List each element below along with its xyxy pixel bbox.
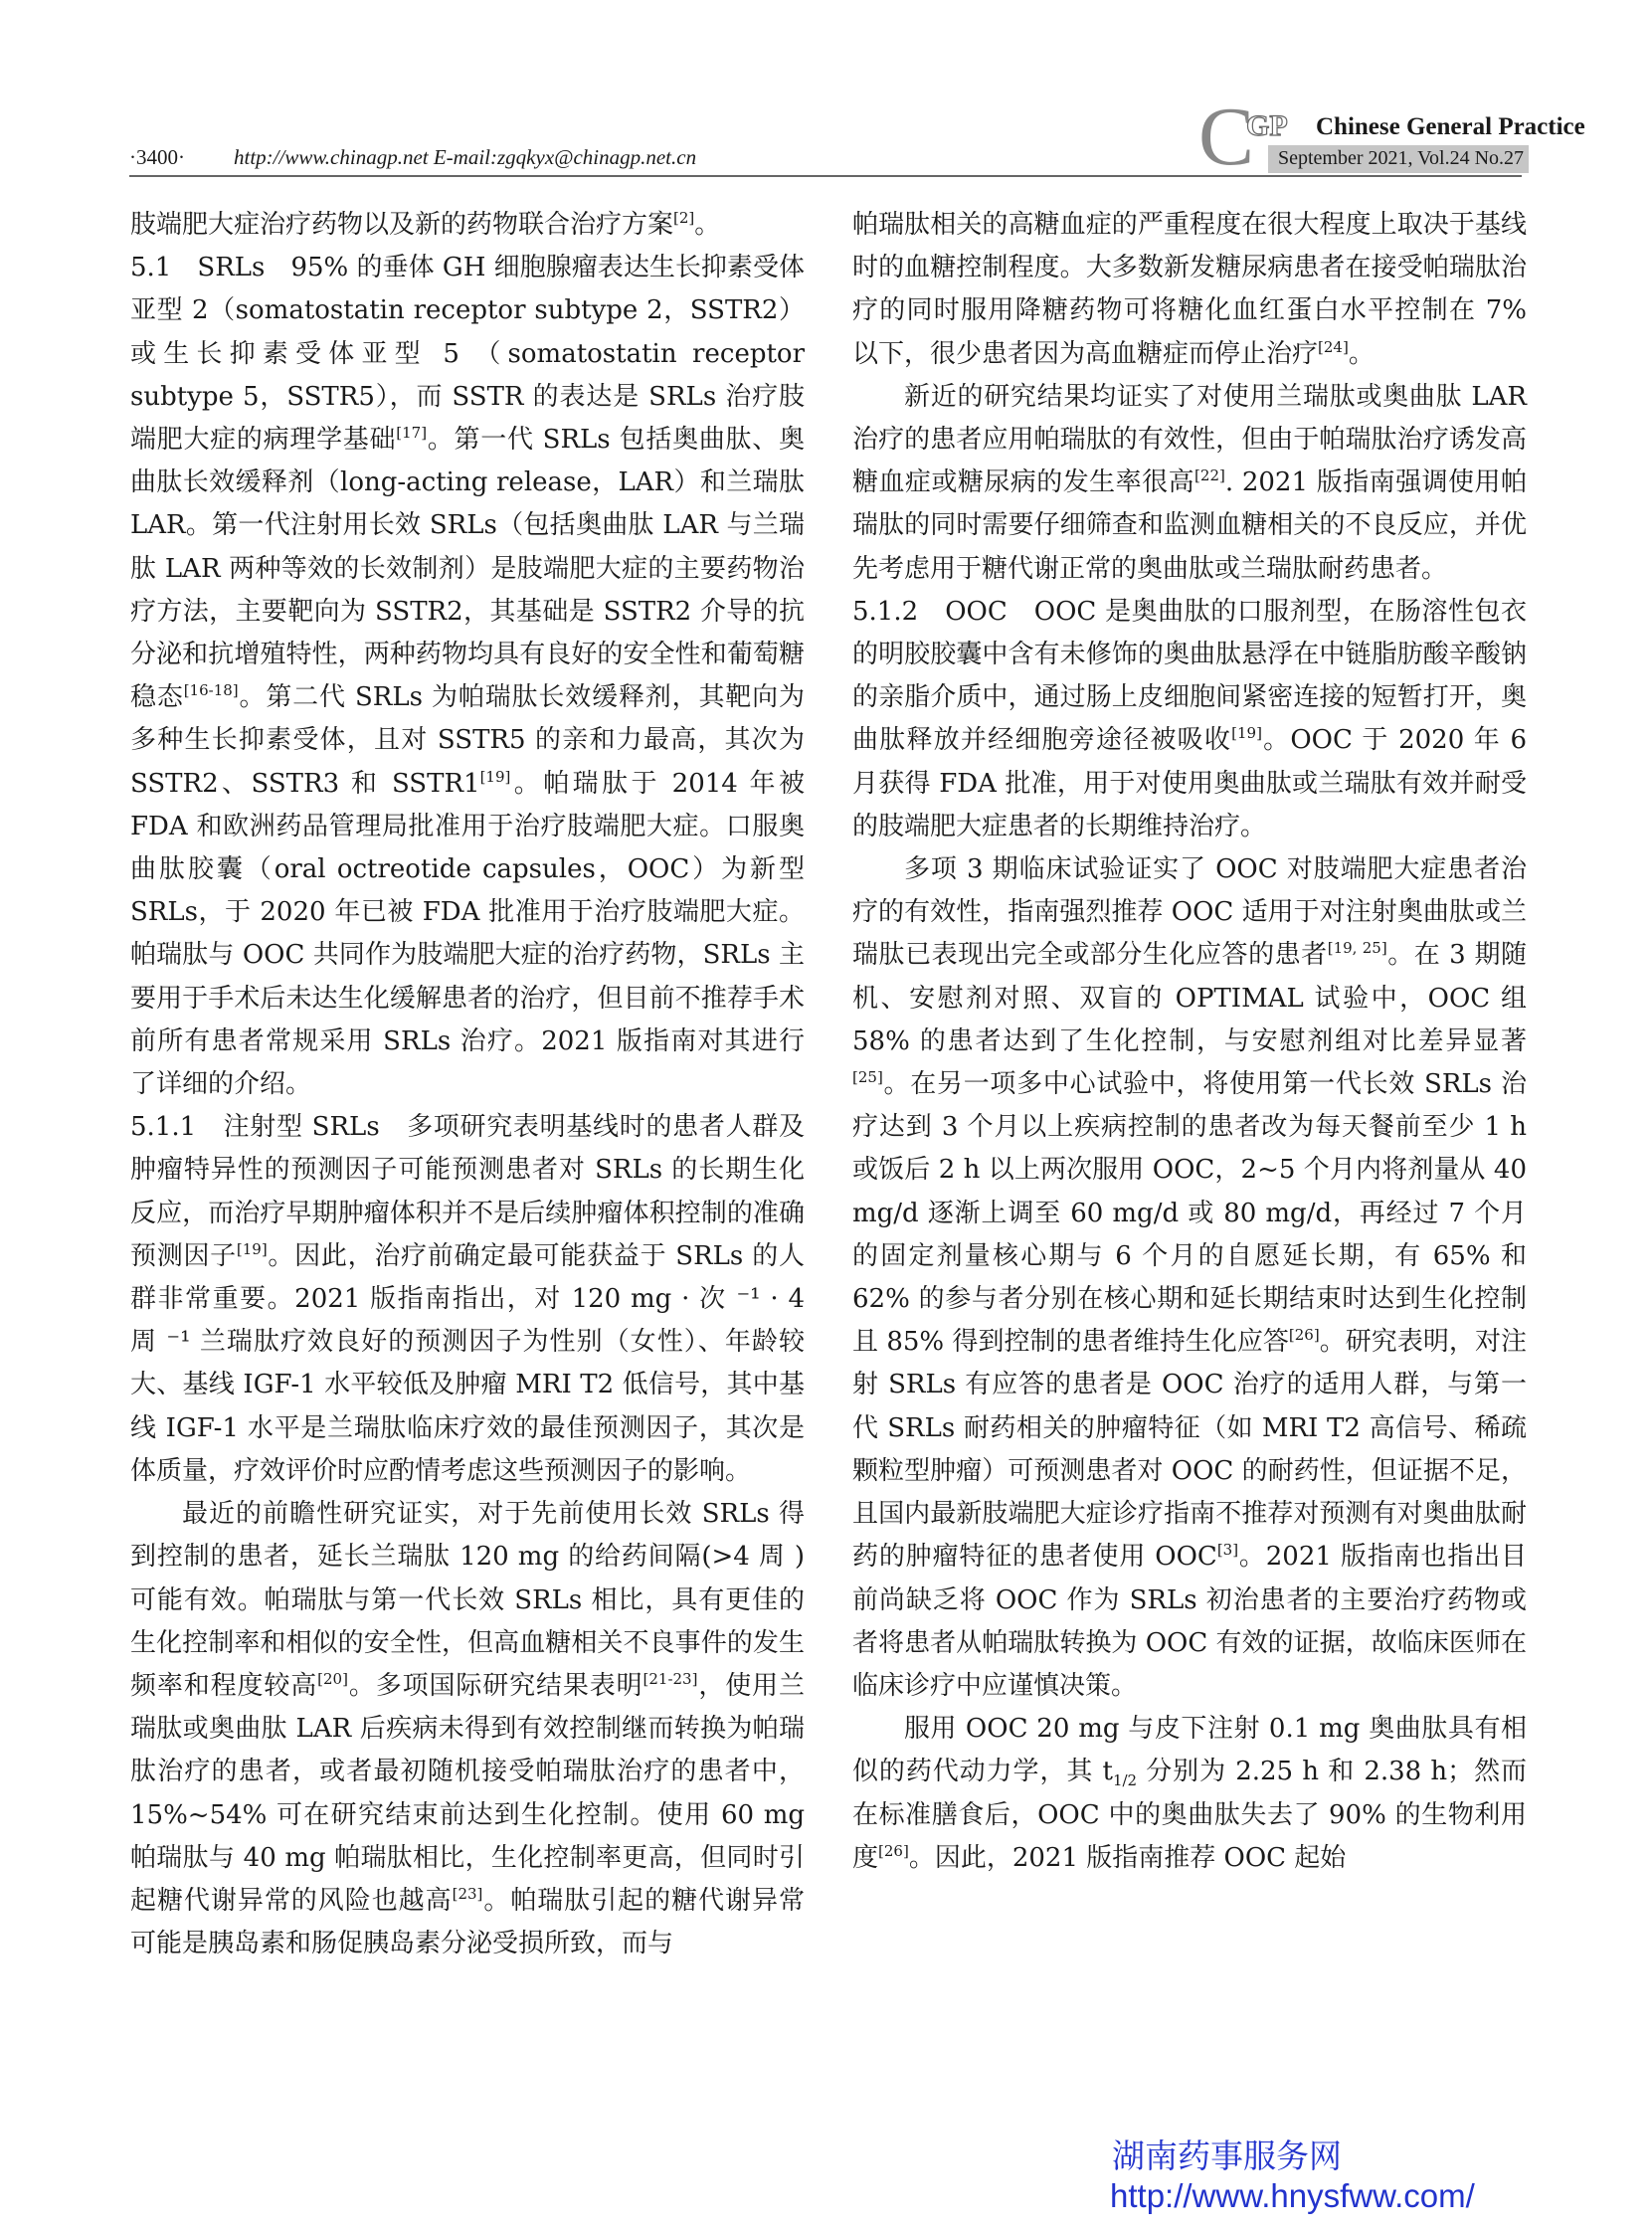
logo-c-letter: C — [1198, 91, 1255, 183]
paragraph: 多项 3 期临床试验证实了 OOC 对肢端肥大症患者治疗的有效性，指南强烈推荐 OOC 适用于对注射奥曲肽或兰瑞肽已表现出完全或部分生化应答的患者[19, 25]。在 3 期随机、安慰剂对照、双盲的 OPTIMAL 试验中，OOC 组 58% 的患者达到了生化控制，与安慰剂组对比差异显著[25]。在另一项多中心试验中，将使用第一代长效 SRLs 治疗达到 3 个月以上疾病控制的患者改为每天餐前至少 1 h 或饭后 2 h 以上两次服用 OOC，2~5 个月内将剂量从 40 mg/d 逐渐上调至 60 mg/d 或 80 mg/d，再经过 7 个月的固定剂量核心期与 6 个月的自愿延长期，有 65% 和 62% 的参与者分别在核心期和延长期结束时达到生化控制且 85% 得到控制的患者维持生化应答[26]。研究表明，对注射 SRLs 有应答的患者是 OOC 治疗的适用人群，与第一代 SRLs 耐药相关的肿瘤特征（如 MRI T2 高信号、稀疏颗粒型肿瘤）可预测患者对 OOC 的耐药性，但证据不足，且国内最新肢端肥大症诊疗指南不推荐对预测有对奥曲肽耐药的肿瘤特征的患者使用 OOC[3]。2021 版指南也指出目前尚缺乏将 OOC 作为 SRLs 初治患者的主要治疗药物或者将患者从帕瑞肽转换为 OOC 有效的证据，故临床医师在临床诊疗中应谨慎决策。 — [852, 854, 1528, 1701]
issue-info: September 2021, Vol.24 No.27 — [1278, 147, 1525, 169]
paragraph: 服用 OOC 20 mg 与皮下注射 0.1 mg 奥曲肽具有相似的药代动力学，其 $t_{1/2}$ 分别为 2.25 h 和 2.38 h；然而在标准膳食后，OOC 中的奥曲肽失去了 90% 的生物利用度[26]。因此，2021 版指南推荐 OOC 起始 — [852, 1714, 1527, 1873]
section-5-1-1: 5.1.1 注射型 SRLs 多项研究表明基线时的患者人群及肿瘤特异性的预测因子可能预测患者对 SRLs 的长期生化反应，而治疗早期肿瘤体积并不是后续肿瘤体积控制的准确预测因子[19]。因此，治疗前确定最可能获益于 SRLs 的人群非常重要。2021 版指南指出，对 120 mg · 次 ⁻¹ · 4 周 ⁻¹ 兰瑞肽疗效良好的预测因子为性别（女性）、年龄较大、基线 IGF-1 水平较低及肿瘤 MRI T2 低信号，其中基线 IGF-1 水平是兰瑞肽临床疗效的最佳预测因子，其次是体质量，疗效评价时应酌情考虑这些预测因子的影响。 — [130, 1112, 805, 1486]
section-5-1-2: 5.1.2 OOC OOC 是奥曲肽的口服剂型，在肠溶性包衣的明胶胶囊中含有未修饰的奥曲肽悬浮在中链脂肪酸辛酸钠的亲脂介质中，通过肠上皮细胞间紧密连接的短暂打开，奥曲肽释放并经细胞旁途径被吸收[19]。OOC 于 2020 年 6 月获得 FDA 批准，用于对使用奥曲肽或兰瑞肽有效并耐受的肢端肥大症患者的长期维持治疗。 — [852, 596, 1527, 841]
citation: [26] — [1288, 1326, 1320, 1345]
citation: [22] — [1194, 466, 1225, 485]
section-5-1: 5.1 SRLs 95% 的垂体 GH 细胞腺瘤表达生长抑素受体亚型 2（somatostatin receptor subtype 2，SSTR2）或生长抑素受体亚型 5 （somatostatin receptor subtype 5，SSTR5），而 SSTR 的表达是 SRLs 治疗肢端肥大症的病理学基础[17]。第一代 SRLs 包括奥曲肽、奥曲肽长效缓释剂（long-acting release，LAR）和兰瑞肽 LAR。第一代注射用长效 SRLs（包括奥曲肽 LAR 与兰瑞肽 LAR 两种等效的长效制剂）是肢端肥大症的主要药物治疗方法，主要靶向为 SSTR2，其基础是 SSTR2 介导的抗分泌和抗增殖特性，两种药物均具有良好的安全性和葡萄糖稳态[16-18]。第二代 SRLs 为帕瑞肽长效缓释剂，其靶向为多种生长抑素受体，且对 SSTR5 的亲和力最高，其次为 SSTR2、SSTR3 和 SSTR1[19]。帕瑞肽于 2014 年被 FDA 和欧洲药品管理局批准用于治疗肢端肥大症。口服奥曲肽胶囊（oral octreotide capsules，OOC）为新型 SRLs，于 2020 年已被 FDA 批准用于治疗肢端肥大症。帕瑞肽与 OOC 共同作为肢端肥大症的治疗药物，SRLs 主要用于手术后未达生化缓解患者的治疗，但目前不推荐手术前所有患者常规采用 SRLs 治疗。2021 版指南对其进行了详细的介绍。 — [130, 253, 805, 1100]
citation: [17] — [396, 424, 428, 443]
logo-gp-letters: GP — [1246, 109, 1288, 142]
paragraph: 最近的前瞻性研究证实，对于先前使用长效 SRLs 得到控制的患者，延长兰瑞肽 120 mg 的给药间隔(>4 周 )可能有效。帕瑞肽与第一代长效 SRLs 相比，具有更佳的生化控制率和相似的安全性，但高血糖相关不良事件的发生频率和程度较高[20]。多项国际研究结果表明[21-23]，使用兰瑞肽或奥曲肽 LAR 后疾病未得到有效控制继而转换为帕瑞肽治疗的患者，或者最初随机接受帕瑞肽治疗的患者中，15%~54% 可在研究结束前达到生化控制。使用 60 mg 帕瑞肽与 40 mg 帕瑞肽相比，生化控制率更高，但同时引起糖代谢异常的风险也越高[23]。帕瑞肽引起的糖代谢异常可能是胰岛素和肠促胰岛素分泌受损所致，而与 — [130, 1499, 805, 1959]
citation: [19] — [479, 767, 511, 786]
page-number: ·3400· — [129, 145, 185, 169]
issue-band — [1268, 145, 1529, 173]
citation: [19] — [1231, 724, 1262, 743]
citation: [3] — [1216, 1541, 1239, 1560]
citation: [26] — [878, 1841, 909, 1860]
left-column — [130, 204, 805, 1965]
paragraph: 肢端肥大症治疗药物以及新的药物联合治疗方案[2]。 — [130, 209, 721, 240]
paragraph: 新近的研究结果均证实了对使用兰瑞肽或奥曲肽 LAR 治疗的患者应用帕瑞肽的有效性，但由于帕瑞肽治疗诱发高糖血症或糖尿病的发生率很高[22]. 2021 版指南强调使用帕瑞肽的同时需要仔细筛查和监测血糖相关的不良反应，并优先考虑用于糖代谢正常的奥曲肽或兰瑞肽耐药患者。 — [852, 381, 1527, 584]
paragraph: 帕瑞肽相关的高糖血症的严重程度在很大程度上取决于基线时的血糖控制程度。大多数新发糖尿病患者在接受帕瑞肽治疗的同时服用降糖药物可将糖化血红蛋白水平控制在 7% 以下，很少患者因为高血糖症而停止治疗[24]。 — [852, 210, 1527, 369]
page-header — [0, 0, 1652, 189]
journal-url-email: http://www.chinagp.net E-mail:zgqkyx@chinagp.net.cn — [234, 145, 697, 169]
citation: [21-23] — [642, 1669, 698, 1688]
citation: [20] — [317, 1669, 348, 1688]
watermark-url[interactable]: http://www.hnysfww.com/ — [1110, 2177, 1475, 2214]
citation: [19] — [236, 1239, 268, 1258]
citation: [16-18] — [183, 681, 239, 700]
citation: [24] — [1318, 337, 1349, 356]
journal-logo — [1198, 91, 1585, 183]
subscript: 1/2 — [1112, 1771, 1138, 1790]
citation: [25] — [852, 1068, 883, 1087]
watermark-name: 湖南药事服务网 — [1112, 2138, 1342, 2174]
citation: [2] — [673, 209, 695, 227]
journal-name: Chinese General Practice — [1316, 113, 1585, 140]
citation: [19, 25] — [1327, 939, 1387, 958]
right-column — [852, 204, 1527, 1880]
citation: [23] — [452, 1884, 483, 1903]
